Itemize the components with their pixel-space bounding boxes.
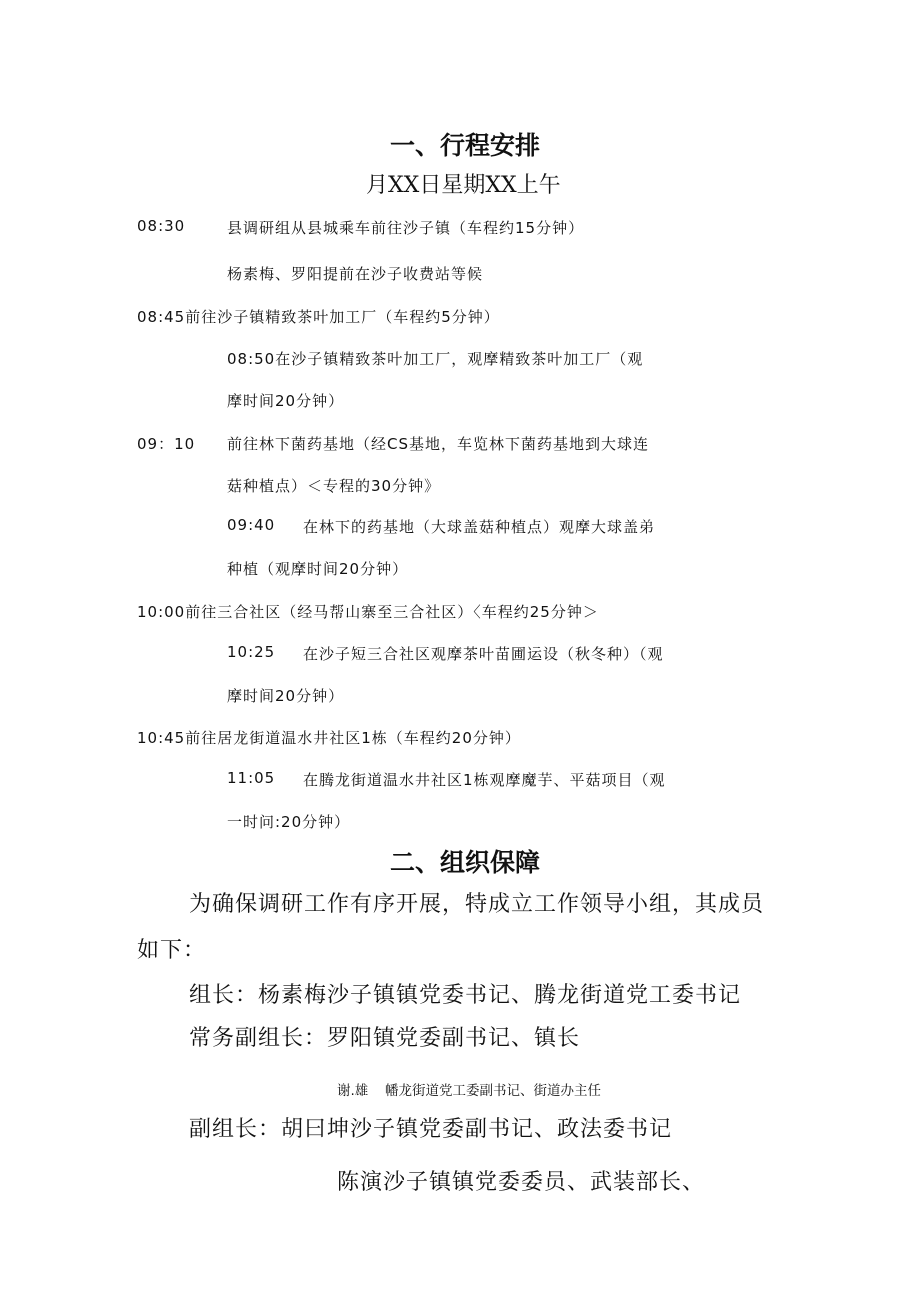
schedule-item: 杨素梅、罗阳提前在沙子收费站等候: [227, 265, 484, 283]
section1-title: 一、行程安排: [390, 131, 541, 160]
schedule-item: 在腾龙街道温水井社区1栋观摩魔芋、平菇项目（观: [303, 771, 666, 789]
intro-paragraph-cont: 如下：: [137, 938, 207, 963]
deputy-line: 副组长：胡曰坤沙子镇党委副书记、政法委书记: [189, 1117, 673, 1142]
schedule-item: 县调研组从县城乘车前往沙子镇（车程约15分钟）: [227, 219, 585, 237]
schedule-item: 种植（观摩时间20分钟）: [227, 560, 409, 578]
schedule-time: 09:40: [227, 516, 276, 534]
section1-subtitle: 月XX日星期XX上午: [366, 173, 561, 198]
schedule-item: 摩时间20分钟）: [227, 392, 345, 410]
schedule-item: 08:50在沙子镇精致茶叶加工厂，观摩精致茶叶加工厂（观: [227, 350, 644, 368]
exec-deputy-line: 常务副组长：罗阳镇党委副书记、镇长: [189, 1026, 581, 1051]
leader-line: 组长：杨素梅沙子镇镇党委书记、腾龙街道党工委书记: [189, 983, 742, 1008]
schedule-item: 菇种植点）＜专程的30分钟》: [227, 477, 441, 495]
intro-paragraph: 为确保调研工作有序开展，特成立工作领导小组，其成员: [189, 892, 765, 917]
schedule-item: 在沙子短三合社区观摩茶叶苗圃运设（秋冬种）（观: [303, 645, 664, 663]
schedule-item: 摩时间20分钟）: [227, 687, 345, 705]
schedule-item: 10:45前往居龙街道温水井社区1栋（车程约20分钟）: [137, 729, 521, 747]
schedule-item: 一时问:20分钟）: [227, 813, 351, 831]
section2-title: 二、组织保障: [390, 848, 541, 877]
schedule-time: 08:30: [137, 217, 186, 235]
note-role: 幡龙街道党工委副书记、街道办主任: [385, 1083, 601, 1099]
schedule-time: 11:05: [227, 769, 276, 787]
note-name: 谢.雄: [337, 1083, 369, 1099]
schedule-item: 前往林下菌药基地（经CS基地，车览林下菌药基地到大球连: [227, 435, 649, 453]
schedule-time: 09：10: [137, 435, 196, 453]
schedule-time: 10:25: [227, 643, 276, 661]
member-line: 陈演沙子镇镇党委委员、武装部长、: [337, 1170, 706, 1195]
schedule-item: 10:00前往三合社区（经马帮山寨至三合社区）〈车程约25分钟＞: [137, 603, 599, 621]
schedule-item: 在林下的药基地（大球盖菇种植点）观摩大球盖弟: [303, 518, 656, 536]
schedule-item: 08:45前往沙子镇精致茶叶加工厂（车程约5分钟）: [137, 308, 500, 326]
